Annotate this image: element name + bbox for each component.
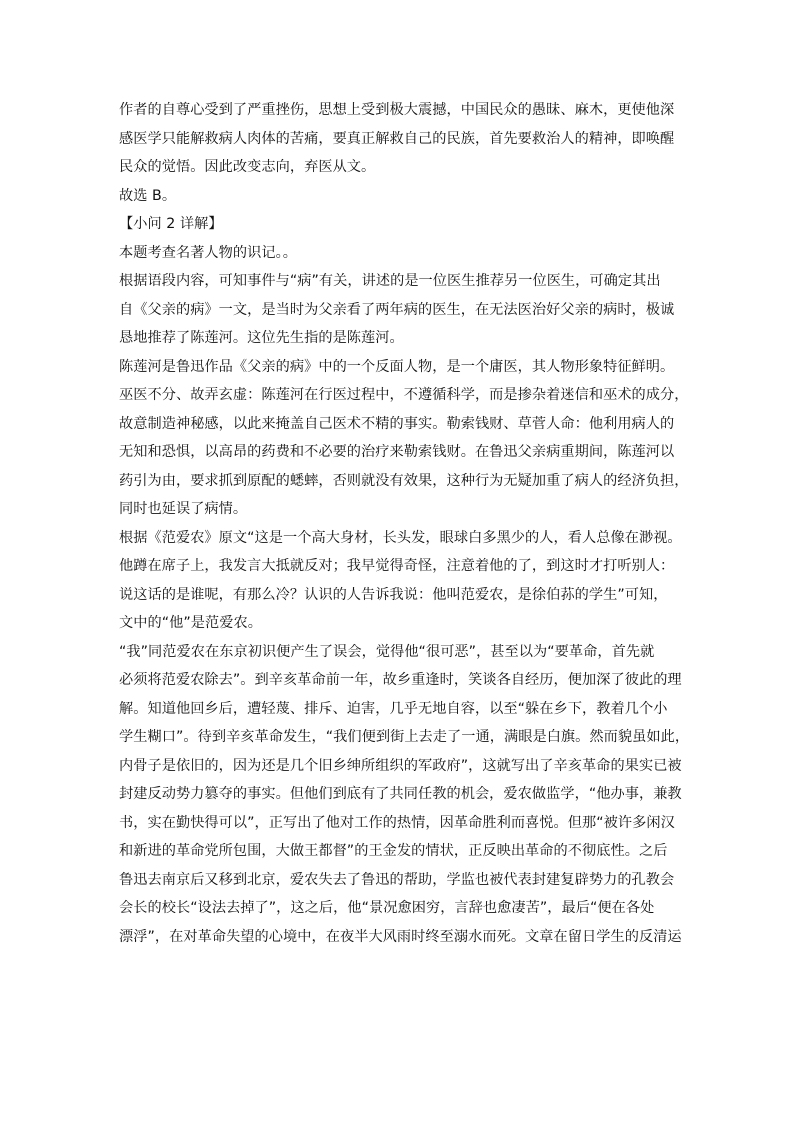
text-line: 自《父亲的病》一文，是当时为父亲看了两年病的医生，在无法医治好父亲的病时，极诚 [119, 301, 675, 318]
section-heading: 【小问 2 详解】 [119, 216, 223, 232]
text-line: 和新进的革命党所包围，大做王都督”的王金发的情状，正反映出革命的不彻底性。之后 [119, 843, 668, 859]
text-line: 感医学只能解救病人肉体的苦痛，要真正解救自己的民族，首先要救治人的精神，即唤醒 [119, 130, 675, 147]
text-line: 恳地推荐了陈莲河。这位先生指的是陈莲河。 [119, 330, 404, 346]
text-line: 会长的校长“设法去掉了”，这之后，他“景况愈困穷，言辞也愈凄苦”，最后“便在各处 [119, 900, 655, 916]
text-line: 必须将范爱农除去”。到辛亥革命前一年，故乡重逢时，笑谈各自经历，便加深了彼此的理 [119, 672, 682, 688]
text-line: 无知和恐惧，以高昂的药费和不必要的治疗来勒索钱财。在鲁迅父亲病重期间，陈莲河以 [119, 444, 675, 460]
text-line: 民众的觉悟。因此改变志向，弃医从文。 [119, 159, 376, 175]
text-line: 漂浮”，在对革命失望的心境中，在夜半大风雨时终至溺水而死。文章在留日学生的反清运 [119, 928, 682, 945]
text-line: 药引为由，要求抓到原配的蟋蟀，否则就没有效果，这种行为无疑加重了病人的经济负担， [119, 472, 689, 489]
text-line: 书，实在勤快得可以”，正写出了他对工作的热情，因革命胜利而喜悦。但那“被许多闲汉 [119, 814, 675, 831]
text-line: 学生糊口”。待到辛亥革命发生，“我们便到街上去走了一通，满眼是白旗。然而貌虽如此， [119, 729, 690, 745]
text-line: 说这话的是谁呢，有那么冷？认识的人告诉我说：他叫范爱农，是徐伯荪的学生”可知， [119, 586, 668, 603]
text-line: 本题考查名著人物的识记。。 [119, 244, 297, 261]
text-line: 陈莲河是鲁迅作品《父亲的病》中的一个反面人物，是一个庸医，其人物形象特征鲜明。 [119, 358, 675, 375]
text-line: 作者的自尊心受到了严重挫伤，思想上受到极大震撼，中国民众的愚昧、麻木，更使他深 [119, 102, 675, 118]
text-line: 封建反动势力篡夺的事实。但他们到底有了共同任教的机会，爱农做监学，“他办事，兼教 [119, 786, 682, 802]
text-line: 内骨子是依旧的，因为还是几个旧乡绅所组织的军政府”，这就写出了辛亥革命的果实已被 [119, 757, 682, 774]
text-line: 根据语段内容，可知事件与“病”有关，讲述的是一位医生推荐另一位医生，可确定其出 [119, 273, 661, 289]
document-body [119, 96, 690, 951]
text-line: 巫医不分、故弄玄虚：陈莲河在行医过程中，不遵循科学，而是掺杂着迷信和巫术的成分， [119, 387, 689, 403]
text-line: 他蹲在席子上，我发言大抵就反对；我早觉得奇怪，注意着他的了，到这时才打听别人： [119, 558, 675, 574]
text-line: 同时也延误了病情。 [119, 501, 248, 517]
text-line: 文中的“他”是范爱农。 [119, 615, 262, 631]
text-line: 鲁迅去南京后又移到北京，爱农失去了鲁迅的帮助，学监也被代表封建复辟势力的孔教会 [119, 871, 675, 888]
text-line: 根据《范爱农》原文“这是一个高大身材，长头发，眼球白多黑少的人，看人总像在渺视。 [119, 529, 682, 546]
text-line: “我”同范爱农在东京初识便产生了误会，觉得他“很可恶”，甚至以为“要革命，首先就 [119, 643, 655, 660]
text-line: 故意制造神秘感，以此来掩盖自己医术不精的事实。勒索钱财、草菅人命：他利用病人的 [119, 415, 675, 432]
text-line: 解。知道他回乡后，遭轻蔑、排斥、迫害，几乎无地自容，以至“躲在乡下，教着几个小 [119, 700, 668, 717]
text-line: 故选 B。 [119, 187, 177, 204]
